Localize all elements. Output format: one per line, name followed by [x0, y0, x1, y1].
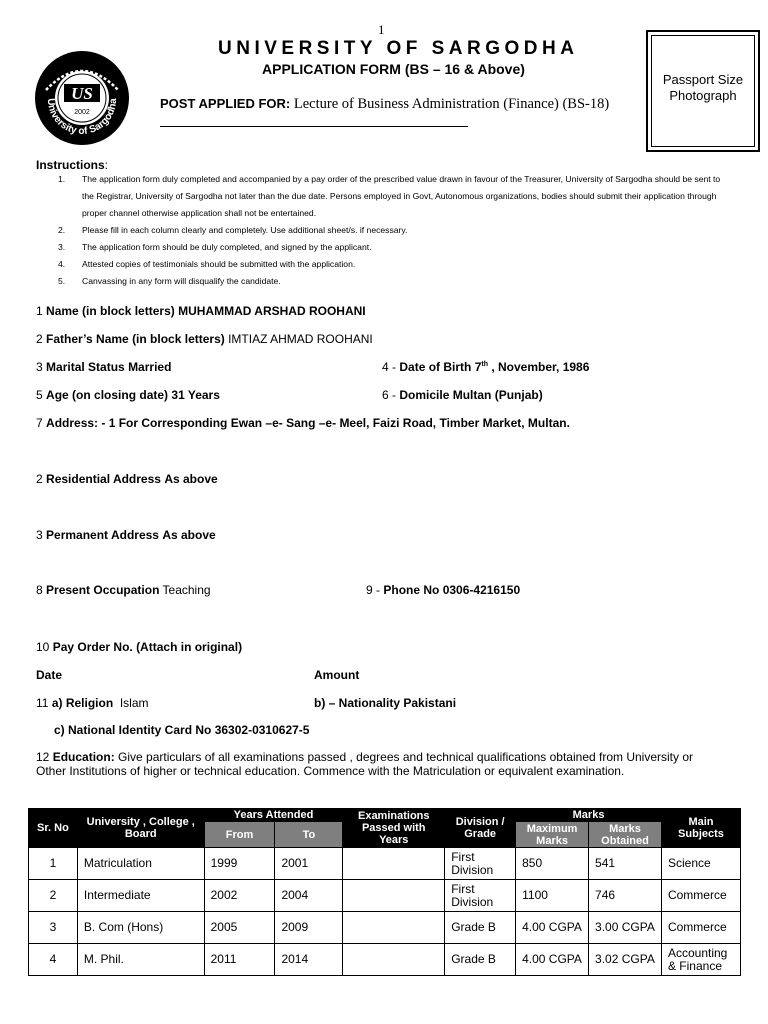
header-examinations: Examinations Passed with Years — [343, 809, 445, 848]
header-institution: University , College , Board — [77, 809, 204, 848]
cell-division[interactable]: First Division — [445, 880, 516, 912]
nationality-field — [314, 696, 456, 710]
cell-from[interactable]: 2011 — [204, 944, 275, 976]
marital-status-value[interactable]: Married — [128, 360, 172, 374]
instructions-heading-text: Instructions — [36, 158, 105, 172]
instruction-item — [58, 239, 730, 256]
amount-label: Amount — [314, 668, 360, 682]
form-title: APPLICATION FORM (BS – 16 & Above) — [262, 61, 525, 77]
education-text-2: Other Institutions of higher or technical education. Commence with the Matriculation or equivalent examination. — [36, 763, 625, 778]
age-value[interactable]: 31 Years — [171, 388, 220, 402]
instructions-colon: : — [104, 158, 109, 172]
instruction-text: Attested copies of testimonials should be submitted with the application. — [82, 259, 356, 269]
education-description — [36, 751, 736, 778]
passport-photo-label: Passport Size Photograph — [651, 35, 755, 147]
cell-division[interactable]: First Division — [445, 848, 516, 880]
instruction-number: 2. — [58, 225, 66, 235]
permanent-address-label: Permanent Address — [46, 528, 159, 542]
header-to: To — [275, 822, 343, 848]
age-label: Age (on closing date) — [46, 388, 169, 402]
instruction-number: 4. — [58, 259, 66, 269]
header-maximum-marks: Maximum Marks — [516, 822, 589, 848]
passport-photo-box[interactable] — [646, 30, 760, 152]
cell-to[interactable]: 2009 — [275, 912, 343, 944]
phone-field — [366, 583, 520, 597]
cell-max-marks[interactable]: 850 — [516, 848, 589, 880]
marital-status-label: Marital Status — [46, 360, 125, 374]
university-seal-icon — [34, 50, 130, 146]
field-number: 5 — [36, 388, 43, 402]
field-number: 2 — [36, 472, 43, 486]
nationality-label: b) – Nationality — [314, 696, 401, 710]
logo-name: University of Sargodha — [44, 97, 120, 138]
instruction-item — [58, 273, 730, 290]
address-value[interactable]: Ewan –e- Sang –e- Meel, Faizi Road, Timber Market, Multan. — [230, 416, 570, 430]
name-value[interactable]: MUHAMMAD ARSHAD ROOHANI — [178, 304, 366, 318]
cnic-value[interactable]: 36302-0310627-5 — [214, 723, 310, 737]
cnic-label: c) National Identity Card No — [54, 723, 212, 737]
pay-order-label: Pay Order No. (Attach in original) — [52, 640, 243, 654]
cell-exams[interactable] — [343, 848, 445, 880]
education-text-1: Give particulars of all examinations passed , degrees and technical qualifications obtained from University or — [118, 750, 694, 764]
header-years-attended: Years Attended — [204, 809, 343, 822]
permanent-address-field — [36, 528, 216, 542]
header-marks: Marks — [516, 809, 662, 822]
field-number: 10 — [36, 640, 50, 654]
logo-initials: US — [71, 84, 93, 103]
pay-order-field — [36, 640, 242, 654]
field-number: 3 — [36, 360, 43, 374]
address-field — [36, 416, 570, 430]
cell-from[interactable]: 2005 — [204, 912, 275, 944]
header-marks-obtained: Marks Obtained — [589, 822, 662, 848]
religion-value[interactable]: Islam — [119, 696, 149, 710]
name-label: Name (in block letters) — [46, 304, 175, 318]
instruction-item — [58, 222, 730, 239]
instruction-number: 3. — [58, 242, 66, 252]
table-row — [29, 848, 741, 880]
date-label: Date — [36, 668, 63, 682]
instructions-list — [58, 171, 730, 290]
field-number: 12 — [36, 750, 50, 764]
name-field — [36, 304, 366, 318]
dob-suffix: th — [481, 361, 488, 368]
cell-division[interactable]: Grade B — [445, 912, 516, 944]
father-name-value[interactable]: IMTIAZ AHMAD ROOHANI — [228, 332, 373, 346]
header-sr-no: Sr. No — [29, 809, 78, 848]
age-field — [36, 388, 220, 402]
date-of-birth-field — [382, 360, 589, 374]
father-name-label: Father’s Name (in block letters) — [46, 332, 225, 346]
date-of-birth-value[interactable] — [475, 360, 590, 374]
header-from: From — [204, 822, 275, 848]
cell-to[interactable]: 2001 — [275, 848, 343, 880]
domicile-label: Domicile — [399, 388, 450, 402]
date-field[interactable] — [36, 668, 62, 682]
cell-from[interactable]: 2002 — [204, 880, 275, 912]
header-main-subjects: Main Subjects — [661, 809, 740, 848]
header-division: Division / Grade — [445, 809, 516, 848]
post-applied-line — [160, 96, 609, 113]
residential-address-label: Residential Address — [46, 472, 161, 486]
occupation-field — [36, 583, 211, 597]
page-number: 1 — [378, 22, 385, 37]
cell-marks-obtained[interactable]: 541 — [589, 848, 662, 880]
table-row — [29, 944, 741, 976]
education-label: Education: — [52, 750, 115, 764]
instruction-text: Canvassing in any form will disqualify the candidate. — [82, 276, 281, 286]
residential-address-value[interactable]: As above — [164, 472, 218, 486]
cell-exams[interactable] — [343, 880, 445, 912]
cell-sr: 4 — [29, 944, 78, 976]
cell-institution[interactable]: Matriculation — [77, 848, 204, 880]
religion-label: a) Religion — [51, 696, 114, 710]
cell-subjects[interactable]: Commerce — [661, 912, 740, 944]
field-number: 3 — [36, 528, 43, 542]
cell-division[interactable]: Grade B — [445, 944, 516, 976]
field-number: 2 — [36, 332, 43, 346]
date-of-birth-label: Date of Birth — [399, 360, 472, 374]
occupation-value[interactable]: Teaching — [162, 583, 211, 597]
domicile-value[interactable]: Multan (Punjab) — [452, 388, 543, 402]
cell-marks-obtained[interactable]: 3.00 CGPA — [589, 912, 662, 944]
cell-sr: 1 — [29, 848, 78, 880]
field-number: 9 - — [366, 583, 381, 597]
occupation-label: Present Occupation — [46, 583, 160, 597]
cell-marks-obtained[interactable]: 746 — [589, 880, 662, 912]
cell-institution[interactable]: M. Phil. — [77, 944, 204, 976]
university-logo — [34, 50, 130, 146]
cell-max-marks[interactable]: 1100 — [516, 880, 589, 912]
permanent-address-value[interactable]: As above — [162, 528, 216, 542]
cell-subjects[interactable]: Accounting & Finance — [661, 944, 740, 976]
cell-max-marks[interactable]: 4.00 CGPA — [516, 912, 589, 944]
phone-label: Phone No — [383, 583, 440, 597]
university-title: UNIVERSITY OF SARGODHA — [218, 38, 579, 59]
post-label: POST APPLIED FOR: — [160, 96, 291, 111]
instruction-item — [58, 171, 730, 222]
amount-field[interactable] — [314, 668, 359, 682]
post-value[interactable]: Lecture of Business Administration (Finance) (BS-18) — [293, 96, 610, 112]
dob-day: 7 — [474, 360, 482, 374]
address-label: Address: - 1 For Corresponding — [46, 416, 228, 430]
cell-max-marks[interactable]: 4.00 CGPA — [516, 944, 589, 976]
cell-sr: 3 — [29, 912, 78, 944]
instruction-number: 5. — [58, 276, 66, 286]
logo-year: 2002 — [74, 109, 90, 116]
instructions-heading — [36, 158, 108, 172]
marital-status-field — [36, 360, 171, 374]
field-number: 7 — [36, 416, 43, 430]
field-number: 4 - — [382, 360, 397, 374]
instruction-text: The application form should be duly completed, and signed by the applicant. — [82, 242, 372, 252]
cell-subjects[interactable]: Commerce — [661, 880, 740, 912]
education-table — [28, 808, 741, 976]
cnic-field — [54, 723, 309, 737]
religion-field — [36, 696, 149, 710]
cell-from[interactable]: 1999 — [204, 848, 275, 880]
cell-marks-obtained[interactable]: 3.02 CGPA — [589, 944, 662, 976]
residential-address-field — [36, 472, 218, 486]
instruction-text: The application form duly completed and accompanied by a pay order of the prescribed value drawn in favour of the Treasurer, University of Sargodha should be sent to the Registrar, University of Sargodha not later than the due date. Persons employed in Govt, Autonomous organizations, bodies should submit their application through proper channel otherwise application shall not be entertained. — [82, 174, 721, 218]
cell-subjects[interactable]: Science — [661, 848, 740, 880]
cell-exams[interactable] — [343, 912, 445, 944]
field-number: 6 - — [382, 388, 397, 402]
cell-institution[interactable]: B. Com (Hons) — [77, 912, 204, 944]
phone-value[interactable]: 0306-4216150 — [442, 583, 521, 597]
field-number: 1 — [36, 304, 43, 318]
cell-to[interactable]: 2014 — [275, 944, 343, 976]
table-row — [29, 880, 741, 912]
post-underline — [160, 126, 468, 127]
table-row — [29, 912, 741, 944]
cell-to[interactable]: 2004 — [275, 880, 343, 912]
cell-exams[interactable] — [343, 944, 445, 976]
instruction-item — [58, 256, 730, 273]
dob-rest: , November, 1986 — [491, 360, 590, 374]
instruction-number: 1. — [58, 174, 66, 184]
cell-sr: 2 — [29, 880, 78, 912]
field-number: 8 — [36, 583, 43, 597]
father-name-field — [36, 332, 373, 346]
nationality-value[interactable]: Pakistani — [403, 696, 457, 710]
field-number: 11 — [36, 696, 49, 710]
cell-institution[interactable]: Intermediate — [77, 880, 204, 912]
instruction-text: Please fill in each column clearly and completely. Use additional sheet/s. if necessary. — [82, 225, 408, 235]
domicile-field — [382, 388, 543, 402]
